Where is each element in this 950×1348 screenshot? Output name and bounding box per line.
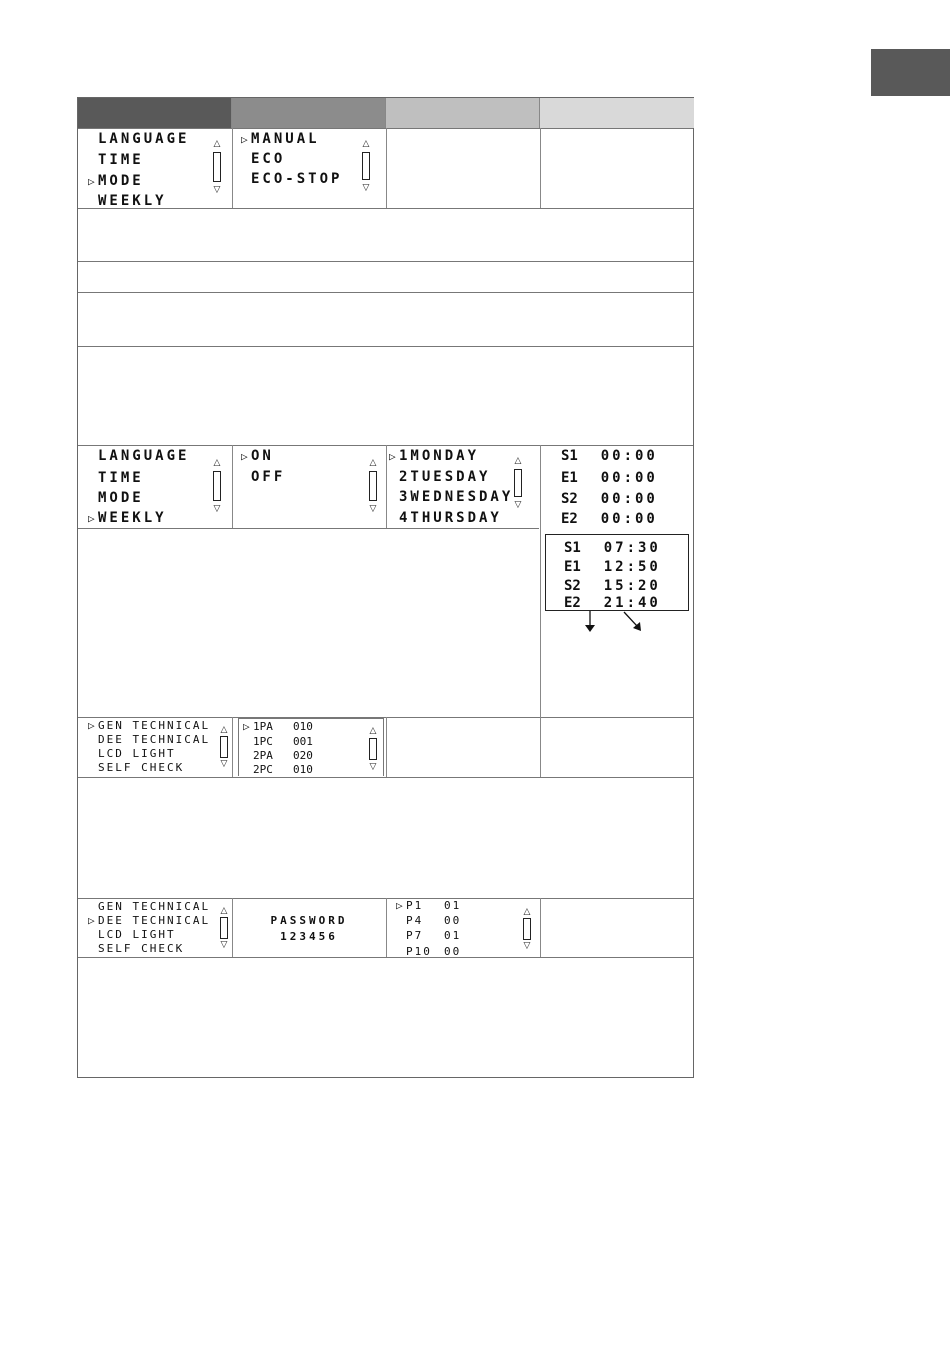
- tech-menu-item[interactable]: DEE TECHNICAL: [98, 733, 211, 746]
- tech-menu-item[interactable]: GEN TECHNICAL: [98, 900, 211, 913]
- tech-menu-item[interactable]: LCD LIGHT: [98, 928, 176, 941]
- scroll-indicator[interactable]: [368, 727, 378, 773]
- scroll-up-icon: △: [213, 458, 221, 468]
- scroll-indicator[interactable]: [219, 726, 229, 772]
- column-divider: [540, 445, 541, 717]
- scroll-indicator[interactable]: [522, 908, 532, 954]
- scroll-down-icon: ▽: [213, 504, 221, 514]
- row-divider: [78, 292, 693, 293]
- lcd-main-menu-mode: [88, 131, 228, 209]
- tech-menu-item[interactable]: SELF CHECK: [98, 942, 185, 955]
- scroll-indicator[interactable]: [361, 140, 371, 196]
- option-eco-stop[interactable]: ECO-STOP: [251, 171, 343, 187]
- pointer-icon: ▷: [243, 720, 250, 733]
- pointer-icon: ▷: [88, 175, 95, 188]
- column-divider: [386, 128, 387, 208]
- scrollbar-icon: [523, 918, 531, 940]
- scroll-indicator[interactable]: [212, 140, 222, 200]
- scrollbar-icon: [220, 917, 228, 939]
- password-label: PASSWORD: [270, 914, 348, 927]
- menu-item-time[interactable]: TIME: [98, 152, 144, 168]
- scroll-down-icon: ▽: [220, 759, 228, 769]
- header-cell-1: [78, 98, 232, 128]
- param-row[interactable]: P4 00: [406, 914, 462, 927]
- column-divider: [232, 128, 233, 208]
- password-value[interactable]: 123456: [280, 930, 338, 943]
- arrow-diagonal-icon: [622, 611, 644, 633]
- scroll-indicator[interactable]: [513, 457, 523, 517]
- lcd-gen-params: [238, 718, 384, 776]
- scroll-down-icon: ▽: [362, 183, 370, 193]
- menu-item-weekly[interactable]: WEEKLY: [98, 193, 167, 209]
- menu-item-language[interactable]: LANGUAGE: [98, 131, 190, 147]
- scroll-down-icon: ▽: [220, 940, 228, 950]
- row-divider: [78, 261, 693, 262]
- time-row[interactable]: E1 12:50: [564, 559, 661, 575]
- lcd-weekly-times-example: [545, 534, 689, 611]
- row-divider: [78, 528, 539, 529]
- scroll-down-icon: ▽: [514, 500, 522, 510]
- param-row[interactable]: 1PC 001: [253, 735, 313, 748]
- pointer-icon: ▷: [389, 450, 396, 463]
- scroll-up-icon: △: [220, 906, 228, 916]
- column-divider: [232, 717, 233, 777]
- param-row[interactable]: ▷ 1PA 010: [243, 720, 313, 733]
- scrollbar-icon: [369, 471, 377, 501]
- pointer-icon: ▷: [88, 512, 95, 525]
- row-divider: [78, 208, 693, 209]
- lcd-main-menu-weekly: [88, 449, 228, 525]
- scroll-down-icon: ▽: [523, 941, 531, 951]
- scroll-indicator[interactable]: [368, 459, 378, 519]
- option-manual[interactable]: ▷ MANUAL: [241, 131, 320, 147]
- time-row[interactable]: E2 00:00: [561, 511, 658, 527]
- scroll-up-icon: △: [523, 907, 531, 917]
- row-divider: [78, 346, 693, 347]
- tech-menu-item[interactable]: ▷ GEN TECHNICAL: [88, 719, 211, 732]
- scrollbar-icon: [369, 738, 377, 760]
- chapter-tab-marker: [871, 49, 950, 96]
- param-row[interactable]: P7 01: [406, 929, 462, 942]
- day-item[interactable]: 2TUESDAY: [399, 469, 491, 485]
- lcd-tech-menu-gen: [88, 720, 230, 774]
- option-off[interactable]: OFF: [251, 469, 286, 485]
- option-on[interactable]: ▷ ON: [241, 448, 274, 464]
- scroll-down-icon: ▽: [213, 185, 221, 195]
- pointer-icon: ▷: [241, 133, 248, 146]
- tech-menu-item[interactable]: LCD LIGHT: [98, 747, 176, 760]
- column-divider: [386, 898, 387, 957]
- lcd-weekly-days: [389, 449, 535, 525]
- day-item[interactable]: 3WEDNESDAY: [399, 489, 514, 505]
- scrollbar-icon: [213, 152, 221, 182]
- pointer-icon: ▷: [241, 450, 248, 463]
- scroll-up-icon: △: [514, 456, 522, 466]
- lcd-mode-options: [241, 132, 381, 202]
- scroll-up-icon: △: [220, 725, 228, 735]
- menu-item-mode[interactable]: ▷ MODE: [88, 173, 144, 189]
- lcd-password: [232, 914, 386, 950]
- lcd-weekly-times-default: [561, 449, 681, 525]
- scroll-up-icon: △: [213, 139, 221, 149]
- menu-item-mode[interactable]: MODE: [98, 490, 144, 506]
- scrollbar-icon: [362, 152, 370, 180]
- column-divider: [232, 445, 233, 528]
- pointer-icon: ▷: [88, 719, 95, 732]
- scroll-up-icon: △: [369, 458, 377, 468]
- time-row[interactable]: E2 21:40: [564, 595, 661, 611]
- scroll-indicator[interactable]: [212, 459, 222, 519]
- scroll-down-icon: ▽: [369, 762, 377, 772]
- tech-menu-item[interactable]: SELF CHECK: [98, 761, 185, 774]
- lcd-dee-params: [396, 900, 536, 956]
- param-row[interactable]: ▷ P1 01: [396, 899, 462, 912]
- day-item[interactable]: ▷ 1MONDAY: [389, 448, 480, 464]
- column-divider: [540, 898, 541, 957]
- scroll-down-icon: ▽: [369, 504, 377, 514]
- header-cell-2: [232, 98, 386, 128]
- time-row[interactable]: S1 00:00: [561, 448, 658, 464]
- header-cell-3: [386, 98, 540, 128]
- param-row[interactable]: 2PC 010: [253, 763, 313, 776]
- column-divider: [540, 717, 541, 777]
- column-divider: [386, 445, 387, 528]
- scroll-up-icon: △: [369, 726, 377, 736]
- menu-item-weekly[interactable]: ▷ WEEKLY: [88, 510, 167, 526]
- row-divider: [78, 957, 693, 958]
- option-eco[interactable]: ECO: [251, 151, 286, 167]
- lcd-tech-menu-dee: [88, 901, 230, 955]
- column-divider: [386, 717, 387, 777]
- scroll-up-icon: △: [362, 139, 370, 149]
- scroll-indicator[interactable]: [219, 907, 229, 953]
- lcd-weekly-on-off: [241, 449, 381, 523]
- arrow-down-icon: [580, 611, 600, 633]
- param-row[interactable]: 2PA 020: [253, 749, 313, 762]
- scrollbar-icon: [220, 736, 228, 758]
- scrollbar-icon: [213, 471, 221, 501]
- column-divider: [540, 128, 541, 208]
- scrollbar-icon: [514, 469, 522, 497]
- row-divider: [78, 777, 693, 778]
- param-row[interactable]: P10 00: [406, 945, 462, 958]
- tech-menu-item[interactable]: ▷ DEE TECHNICAL: [88, 914, 211, 927]
- time-row[interactable]: S1 07:30: [564, 540, 661, 556]
- pointer-icon: ▷: [88, 914, 95, 927]
- day-item[interactable]: 4THURSDAY: [399, 510, 502, 526]
- time-row[interactable]: S2 00:00: [561, 491, 658, 507]
- menu-item-language[interactable]: LANGUAGE: [98, 448, 190, 464]
- menu-item-time[interactable]: TIME: [98, 470, 144, 486]
- pointer-icon: ▷: [396, 899, 403, 912]
- time-row[interactable]: E1 00:00: [561, 470, 658, 486]
- time-row[interactable]: S2 15:20: [564, 578, 661, 594]
- header-cell-4: [540, 98, 694, 128]
